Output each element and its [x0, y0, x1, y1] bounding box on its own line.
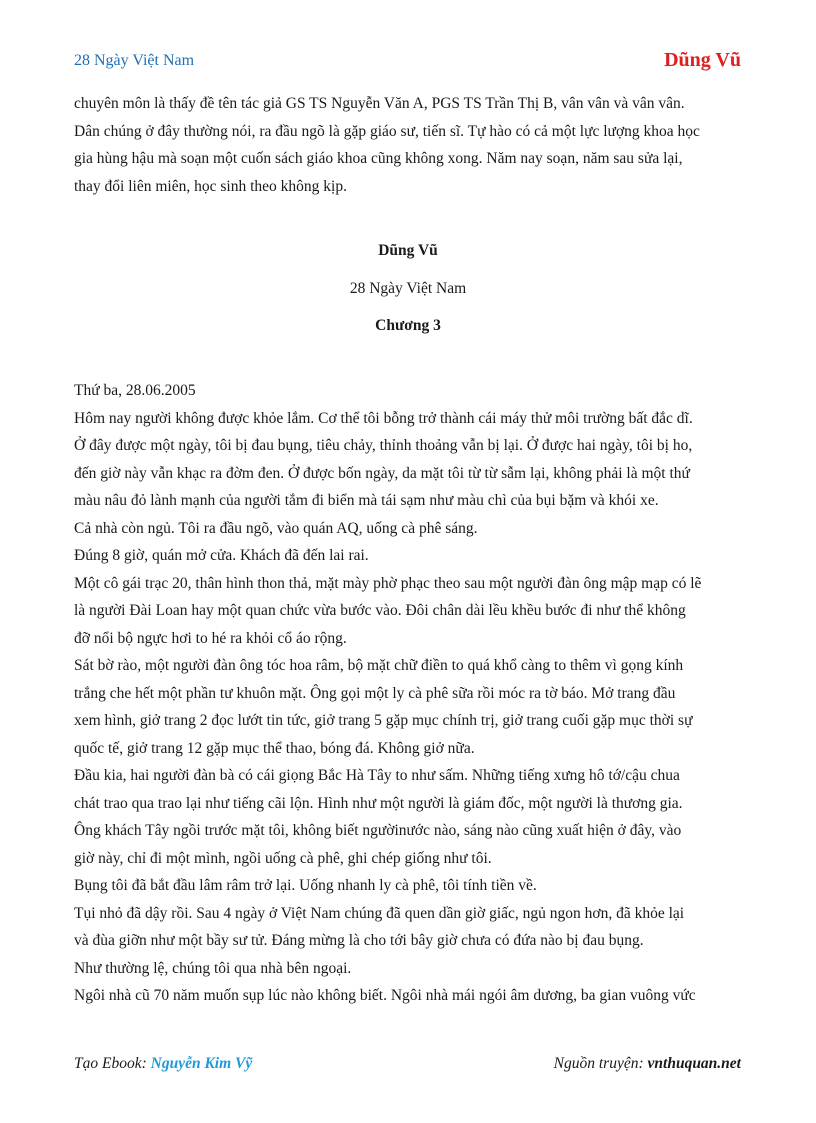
- text-line: xem hình, giở trang 2 đọc lướt tin tức, giở trang 5 gặp mục chính trị, giở trang cuối gặp mục thời sự: [74, 712, 693, 729]
- footer-separator: :: [638, 1055, 648, 1072]
- text-line: Đầu kia, hai người đàn bà có cái giọng Bắc Hà Tây to như sấm. Những tiếng xưng hô tớ/cậu chua: [74, 767, 680, 784]
- text-line: và đùa giỡn như một bầy sư tử. Đáng mừng là cho tới bây giờ chưa có đứa nào bị đau bụng.: [74, 932, 644, 949]
- header-book-title: 28 Ngày Việt Nam: [74, 52, 195, 69]
- text-line: Ông khách Tây ngồi trước mặt tôi, không biết ngườinước nào, sáng nào cũng xuất hiện ở đây, vào: [74, 822, 682, 839]
- diary-date: Thứ ba, 28.06.2005: [74, 382, 196, 399]
- text-line: quốc tế, giở trang 12 gặp mục thể thao, bóng đá. Không giở nữa.: [74, 739, 475, 757]
- text-line: chát trao qua trao lại như tiếng cãi lộn. Hình như một người là giám đốc, một người là thương gia.: [74, 794, 683, 812]
- text-line: thay đổi liên miên, học sinh theo không kịp.: [74, 177, 347, 195]
- text-line: đến giờ này vẫn khạc ra đờm đen. Ở được bốn ngày, da mặt tôi từ từ sẫm lại, không phải là một thứ: [74, 464, 690, 482]
- text-line: Sát bờ rào, một người đàn ông tóc hoa râm, bộ mặt chữ điền to quá khổ càng to thêm vì gọng kính: [74, 657, 684, 674]
- text-line: Bụng tôi đã bắt đầu lâm râm trở lại. Uống nhanh ly cà phê, tôi tính tiền về.: [74, 877, 537, 894]
- text-line: trắng che hết một phần tư khuôn mặt. Ông gọi một ly cà phê sữa rồi móc ra tờ báo. Mở trang đầu: [74, 684, 676, 702]
- book-heading: 28 Ngày Việt Nam: [349, 280, 467, 297]
- chapter-heading: Chương 3: [375, 317, 441, 334]
- text-line: Một cô gái trạc 20, thân hình thon thả, mặt mày phờ phạc theo sau một người đàn ông mập mạp có lẽ: [74, 574, 702, 592]
- footer-ebook-author: Nguyễn Kim Vỹ: [150, 1055, 253, 1072]
- text-line: Ở đây được một ngày, tôi bị đau bụng, tiêu chảy, thỉnh thoảng vẫn bị lại. Ở được hai ngày, tôi bị ho,: [74, 437, 693, 454]
- intro-paragraph: [74, 90, 742, 200]
- footer-source-site: vnthuquan.net: [647, 1055, 741, 1072]
- text-line: Cả nhà còn ngủ. Tôi ra đầu ngõ, vào quán AQ, uống cà phê sáng.: [74, 519, 478, 537]
- text-line: giờ này, chỉ đi một mình, ngồi uống cà phê, ghi chép giống như tôi.: [74, 849, 492, 867]
- text-line: đỡ nổi bộ ngực hơi to hé ra khỏi cổ áo rộng.: [74, 629, 347, 647]
- footer-separator: :: [141, 1055, 151, 1072]
- footer-ebook-label: Tạo Ebook: [74, 1055, 142, 1072]
- text-line: là người Đài Loan hay một quan chức vừa bước vào. Đôi chân dài lều khều bước đi như thể không: [74, 602, 686, 619]
- text-line: Dân chúng ở đây thường nói, ra đầu ngõ là gặp giáo sư, tiến sĩ. Tự hào có cả một lực lượng khoa học: [74, 122, 700, 140]
- text-line: màu nâu đỏ lành mạnh của người tắm đi biển mà tái sạm như màu chì của bụi bặm và khói xe.: [74, 492, 659, 509]
- text-line: Như thường lệ, chúng tôi qua nhà bên ngoại.: [74, 959, 352, 977]
- header-author: Dũng Vũ: [664, 49, 741, 71]
- footer-source-credit: [554, 1055, 741, 1073]
- footer-source-label: Nguồn truyện: [553, 1055, 639, 1072]
- text-line: Đúng 8 giờ, quán mở cửa. Khách đã đến lai rai.: [74, 547, 369, 564]
- text-line: Ngôi nhà cũ 70 năm muốn sụp lúc nào không biết. Ngôi nhà mái ngói âm dương, ba gian vuông vức: [74, 987, 696, 1004]
- text-line: chuyên môn là thấy đề tên tác giả GS TS Nguyễn Văn A, PGS TS Trần Thị B, vân vân và vân vân.: [74, 95, 685, 112]
- text-line: gia hùng hậu mà soạn một cuốn sách giáo khoa cũng không xong. Năm nay soạn, năm sau sửa lại,: [74, 150, 683, 167]
- footer-ebook-credit: [74, 1055, 252, 1073]
- chapter-body: [74, 377, 742, 1010]
- author-heading: Dũng Vũ: [378, 242, 438, 259]
- text-line: Tụi nhỏ đã dậy rồi. Sau 4 ngày ở Việt Nam chúng đã quen dần giờ giấc, ngủ ngon hơn, đã khỏe lại: [74, 904, 685, 922]
- text-line: Hôm nay người không được khỏe lắm. Cơ thể tôi bỗng trở thành cái máy thử môi trường bất đắc dĩ.: [74, 409, 693, 427]
